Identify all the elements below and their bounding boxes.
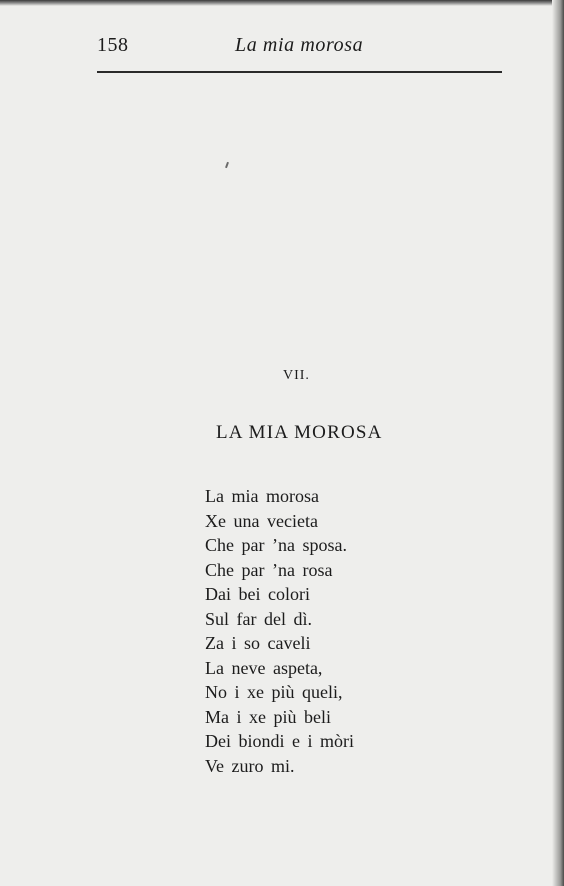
- poem-line: La neve aspeta,: [205, 657, 323, 678]
- poem-line: Za i so caveli: [205, 633, 311, 653]
- poem-line: Dai bei colori: [205, 584, 310, 604]
- poem-line: La mia morosa: [205, 486, 319, 506]
- page-top-shadow: [0, 0, 564, 6]
- poem-line: Xe una vecieta: [205, 510, 318, 531]
- poem-line: No i xe più queli,: [205, 682, 343, 702]
- poem-line: Sul far del dì.: [205, 608, 312, 629]
- page-number: 158: [97, 34, 129, 56]
- header-rule: [97, 71, 502, 73]
- ink-speck: [225, 162, 229, 168]
- poem-line: Che par ’na sposa.: [205, 535, 347, 555]
- poem-line: Ma i xe più beli: [205, 706, 331, 727]
- poem-body: [205, 484, 354, 778]
- poem-line: Ve zuro mi.: [205, 755, 295, 776]
- poem-line: Dei biondi e i mòri: [205, 731, 354, 751]
- running-title: La mia morosa: [235, 34, 364, 56]
- poem-line: Che par ’na rosa: [205, 559, 333, 580]
- running-header: [97, 30, 502, 60]
- page-binding-shadow: [552, 0, 564, 886]
- section-numeral: VII.: [283, 368, 310, 383]
- poem-title: LA MIA MOROSA: [216, 422, 383, 443]
